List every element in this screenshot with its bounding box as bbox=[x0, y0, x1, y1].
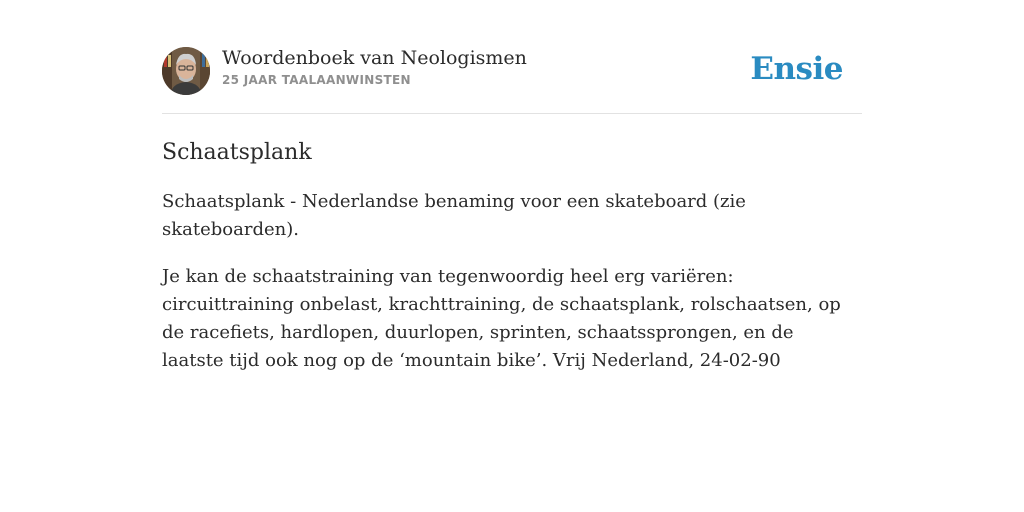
entry-header bbox=[162, 46, 862, 114]
source-title[interactable]: Woordenboek van Neologismen bbox=[222, 47, 527, 69]
source-info bbox=[222, 46, 527, 87]
entry-definition: Schaatsplank - Nederlandse benaming voor een skateboard (zie skateboarden). bbox=[162, 191, 746, 240]
entry-quote: Je kan de schaatstraining van tegenwoordig heel erg variëren: circuittraining onbelast, krachttraining, de schaatsplank, rolschaatsen, op de racefiets, hardlopen, duurlopen, sprinten, schaatssprongen, en de laatste tijd ook nog op de ‘mountain bike’. Vrij Nederland, 24-02-90 bbox=[162, 266, 841, 371]
author-avatar[interactable] bbox=[162, 47, 210, 95]
author-portrait-icon bbox=[162, 47, 210, 95]
entry-term: Schaatsplank bbox=[162, 140, 312, 165]
ensie-logo-link[interactable]: Ensie bbox=[750, 51, 843, 87]
entry-card bbox=[162, 46, 862, 375]
source-subtitle: 25 JAAR TAALAANWINSTEN bbox=[222, 73, 411, 87]
